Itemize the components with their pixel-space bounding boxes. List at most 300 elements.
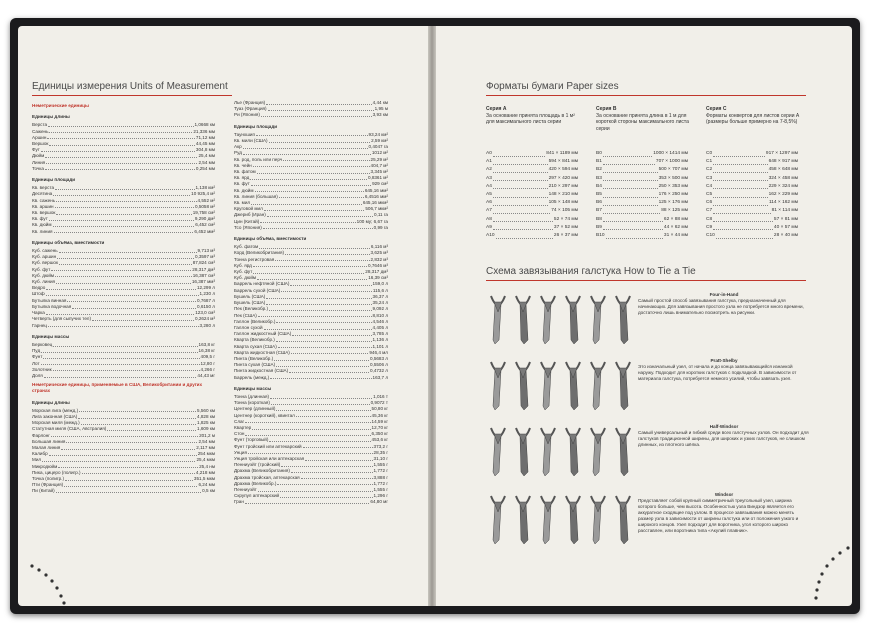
- leader-dots: [493, 166, 548, 173]
- leader-dots: [603, 158, 655, 165]
- leader-dots: [279, 194, 364, 199]
- leader-dots: [713, 166, 767, 173]
- unit-value: 304,8 мм: [195, 147, 215, 153]
- unit-value: 0,7646 м³: [367, 262, 388, 268]
- paper-dimensions: 176 × 250 мм: [658, 192, 688, 198]
- paper-dimensions: 917 × 1297 мм: [765, 151, 798, 156]
- leader-dots: [41, 361, 200, 366]
- unit-value: 0,11 га: [373, 212, 388, 218]
- tie-knot-text: Самый простой способ завязывания галстука, предназначенный для начинающих. Для завязывания простого узла не потребуется много времени, достаточно лишь внимательно посмотреть на рисунки.: [638, 298, 804, 315]
- unit-name: Лига законная (США): [32, 413, 78, 419]
- leader-dots: [493, 224, 553, 231]
- paper-dimensions: 26 × 37 мм: [553, 233, 578, 239]
- notebook-cover: [10, 18, 860, 614]
- unit-name: Ведро: [32, 285, 46, 291]
- unit-name: Пинта сухая (США): [234, 362, 276, 368]
- paper-format: A6: [486, 200, 492, 206]
- paper-format: B2: [596, 167, 602, 173]
- paper-dimensions: 37 × 52 мм: [553, 224, 578, 230]
- unit-value: 6,4516 мм²: [364, 193, 388, 199]
- unit-value: 4,218 мм: [195, 469, 215, 475]
- leader-dots: [603, 166, 658, 173]
- leader-dots: [713, 158, 767, 165]
- unit-value: 6,350 кг: [371, 431, 388, 437]
- unit-value: 10 925,4 м²: [191, 191, 215, 197]
- unit-value: 506,7 мкм²: [365, 206, 388, 212]
- subsection-heading: Единицы объёма, вместимости: [32, 239, 105, 245]
- unit-row: [234, 499, 388, 505]
- leader-dots: [280, 493, 372, 498]
- leader-dots: [713, 224, 773, 231]
- paper-format: C6: [706, 200, 713, 206]
- unit-name: Баррель сухой (США): [234, 287, 281, 293]
- unit-row: [234, 375, 388, 381]
- unit-name: Кв. мил: [234, 200, 251, 206]
- subsection-heading: Единицы массы: [234, 385, 272, 391]
- left-column-2: [234, 100, 388, 506]
- unit-name: Пти (Франция): [32, 482, 64, 488]
- unit-name: Пика, цицеро (полигр.): [32, 469, 81, 475]
- unit-value: 25,4 мкм: [196, 457, 215, 463]
- unit-name: Гарнец: [32, 322, 48, 328]
- paper-format: C4: [706, 183, 713, 189]
- unit-name: Пек (США): [234, 312, 257, 318]
- leader-dots: [263, 225, 373, 230]
- unit-value: 100 му; 6,67 га: [356, 218, 388, 224]
- unit-name: Тонна (короткая): [234, 400, 270, 406]
- paper-dimensions: 52 × 74 мм: [553, 216, 578, 222]
- unit-name: Центнер (длинный): [234, 406, 276, 412]
- unit-name: Берковец: [32, 341, 53, 347]
- paper-size-row: [706, 166, 798, 174]
- tie-description: [638, 492, 810, 534]
- book-spine: [428, 26, 436, 606]
- right-page: [436, 26, 852, 606]
- paper-size-row: [596, 183, 688, 191]
- unit-value: 4,552 м²: [197, 197, 215, 203]
- unit-row: [32, 373, 215, 379]
- unit-name: Фунт тройский или аптекарский: [234, 443, 302, 449]
- unit-value: 6,116 м³: [370, 244, 388, 250]
- unit-value: 0,99 га: [373, 224, 388, 230]
- unit-value: 409,5 г: [200, 354, 215, 360]
- unit-value: 1,101 л: [372, 343, 388, 349]
- unit-name: Кв. род, поль или перч: [234, 156, 283, 162]
- leader-dots: [258, 487, 373, 492]
- leader-dots: [305, 456, 372, 461]
- leader-dots: [53, 367, 200, 372]
- section-heading: Неметрические единицы: [32, 103, 89, 108]
- paper-series-header: [596, 106, 694, 132]
- unit-name: Куб. линия: [32, 279, 56, 285]
- unit-value: 0,5683 л: [369, 355, 388, 361]
- paper-size-row: [596, 150, 688, 158]
- unit-value: 16,39 см³: [368, 275, 388, 281]
- paper-dimensions: 420 × 594 мм: [548, 167, 578, 173]
- paper-dimensions: 31 × 44 мм: [663, 233, 688, 239]
- unit-name: Фарлонг: [32, 432, 50, 438]
- paper-dimensions: 250 × 353 мм: [658, 183, 688, 189]
- paper-size-row: [596, 199, 688, 207]
- leader-dots: [269, 306, 372, 311]
- leader-dots: [257, 275, 367, 280]
- unit-row: [32, 488, 215, 494]
- unit-value: 254 мкм: [197, 451, 215, 457]
- unit-name: Баррель (межд.): [234, 374, 270, 380]
- paper-size-row: [486, 191, 578, 199]
- leader-dots: [285, 250, 370, 255]
- tie-description: [638, 292, 810, 316]
- leader-dots: [303, 444, 373, 449]
- paper-dimensions: 105 × 148 мм: [548, 200, 578, 206]
- unit-value: 1,825 км: [197, 420, 215, 426]
- paper-size-row: [706, 207, 798, 215]
- unit-value: 9,092 л: [372, 306, 388, 312]
- leader-dots: [61, 445, 195, 450]
- leader-dots: [245, 499, 370, 504]
- unit-value: 9,290 дм²: [194, 216, 215, 222]
- unit-name: Кв. линия (большая): [234, 193, 278, 199]
- paper-size-row: [486, 166, 578, 174]
- left-title-rule: [32, 95, 232, 96]
- unit-name: Туаз (Франция): [234, 106, 267, 112]
- leader-dots: [713, 175, 767, 182]
- leader-dots: [248, 450, 373, 455]
- unit-name: Фунт (торговый): [234, 437, 269, 443]
- leader-dots: [92, 316, 194, 321]
- unit-value: 8,810 л: [372, 312, 388, 318]
- unit-value: 0,5506 л: [369, 362, 388, 368]
- unit-name: Лье (Франция): [234, 100, 266, 105]
- unit-value: 16,38 кг: [198, 348, 215, 354]
- tie-step-6: [616, 296, 630, 344]
- paper-size-row: [706, 175, 798, 183]
- unit-value: 16,387 см³: [192, 272, 215, 278]
- leader-dots: [55, 204, 194, 209]
- unit-value: 36,37 л: [372, 293, 388, 299]
- leader-dots: [51, 433, 198, 438]
- leader-dots: [251, 181, 371, 186]
- paper-format: B3: [596, 175, 602, 181]
- paper-dimensions: 125 × 176 мм: [658, 200, 688, 206]
- unit-value: 25,4 мм: [198, 153, 215, 159]
- paper-format: B10: [596, 233, 605, 239]
- leader-dots: [268, 106, 374, 111]
- leader-dots: [269, 437, 370, 442]
- leader-dots: [55, 273, 192, 278]
- unit-name: Руд: [234, 150, 242, 156]
- paper-format: A1: [486, 159, 492, 165]
- paper-format: A4: [486, 183, 492, 189]
- paper-format: C2: [706, 167, 713, 173]
- paper-size-row: [486, 232, 578, 240]
- leader-dots: [493, 183, 548, 190]
- leader-dots: [261, 112, 372, 117]
- unit-name: Драхма (Великобритания): [234, 468, 290, 474]
- leader-dots: [54, 229, 194, 234]
- leader-dots: [243, 144, 368, 149]
- leader-dots: [107, 426, 196, 431]
- unit-name: Кварта жидкостная (США): [234, 349, 290, 355]
- tie-knot-name: Pratt-Shelby: [710, 358, 738, 363]
- unit-name: Кв. верста: [32, 185, 55, 191]
- tie-step-6: [616, 428, 630, 476]
- leader-dots: [267, 212, 373, 217]
- unit-name: Кв. фут: [32, 216, 48, 222]
- paper-size-row: [596, 191, 688, 199]
- unit-name: Куб. вершок: [32, 260, 58, 266]
- unit-row: [234, 225, 388, 231]
- paper-format: B5: [596, 192, 602, 198]
- paper-size-row: [596, 232, 688, 240]
- tie-step-3: [541, 296, 555, 344]
- tie-knot-name: Half-Windsor: [709, 424, 739, 429]
- unit-name: Морская лига (межд.): [32, 407, 79, 413]
- leader-dots: [603, 199, 658, 206]
- unit-name: Точка: [32, 165, 44, 171]
- unit-name: Линия: [32, 159, 46, 165]
- unit-name: Кв. фатом: [234, 169, 256, 175]
- tie-step-drawings: [488, 424, 638, 478]
- paper-series-header: [486, 106, 584, 126]
- unit-name: Ри (Япония): [234, 112, 260, 118]
- unit-name: Кв. линия: [32, 228, 53, 234]
- unit-value: 1,555 г: [373, 486, 388, 492]
- unit-value: 1,555 г: [373, 462, 388, 468]
- leader-dots: [274, 356, 369, 361]
- leader-dots: [67, 298, 196, 303]
- unit-value: 1,136 л: [372, 337, 388, 343]
- leader-dots: [255, 188, 364, 193]
- paper-size-row: [486, 216, 578, 224]
- leader-dots: [257, 169, 370, 174]
- unit-name: Джериб (Иран): [234, 212, 266, 218]
- tie-step-6: [616, 362, 630, 410]
- unit-name: Стон: [234, 431, 245, 437]
- unit-name: Галлон (Великобр.): [234, 318, 276, 324]
- unit-name: Вершок: [32, 141, 49, 147]
- unit-name: Штоф: [32, 291, 45, 297]
- unit-name: Верста: [32, 122, 48, 128]
- paper-size-row: [706, 150, 798, 158]
- unit-name: Морская миля (межд.): [32, 420, 80, 426]
- unit-name: Сажень: [32, 128, 49, 134]
- unit-name: Баррель нефтяной (США): [234, 281, 290, 287]
- unit-name: Куб. фатом: [234, 244, 259, 250]
- unit-name: Куб. фут: [32, 266, 51, 272]
- tie-step-1: [491, 428, 505, 476]
- paper-format: C9: [706, 224, 713, 230]
- unit-value: 5,560 км: [197, 407, 215, 413]
- unit-name: Куб. ярд: [234, 262, 252, 268]
- unit-value: 946,4 мл: [369, 349, 388, 355]
- unit-value: 31,10 г: [373, 455, 388, 461]
- unit-name: Кв. сажень: [32, 197, 56, 203]
- unit-value: 1,0668 км: [194, 122, 215, 128]
- unit-value: 351,5 мкм: [193, 475, 215, 481]
- unit-value: 1,772 г: [373, 480, 388, 486]
- leader-dots: [59, 260, 192, 265]
- unit-name: Малая линия: [32, 444, 61, 450]
- tie-step-3: [541, 428, 555, 476]
- unit-value: 25,4 нм: [199, 463, 215, 469]
- paper-format: B0: [596, 151, 602, 156]
- unit-value: 4,44 км: [372, 100, 388, 105]
- leader-dots: [253, 263, 367, 268]
- leader-dots: [269, 138, 371, 143]
- unit-name: Бутылка водочная: [32, 303, 72, 309]
- unit-value: 12,80 г: [200, 360, 215, 366]
- leader-dots: [496, 232, 553, 239]
- leader-dots: [266, 300, 371, 305]
- paper-format: C0: [706, 151, 713, 156]
- leader-dots: [81, 420, 196, 425]
- paper-format: B9: [596, 224, 602, 230]
- paper-dimensions: 324 × 458 мм: [768, 175, 798, 181]
- tie-step-2: [516, 362, 530, 410]
- leader-dots: [44, 373, 197, 378]
- unit-name: Корд (Великобритания): [234, 250, 284, 256]
- leader-dots: [43, 354, 199, 359]
- leader-dots: [46, 291, 199, 296]
- leader-dots: [253, 269, 364, 274]
- leader-dots: [606, 232, 663, 239]
- leader-dots: [66, 439, 197, 444]
- paper-dimensions: 57 × 81 мм: [773, 216, 798, 222]
- tie-step-5: [591, 296, 605, 344]
- leader-dots: [259, 244, 370, 249]
- unit-value: 163,8 кг: [198, 341, 215, 347]
- paper-size-row: [486, 183, 578, 191]
- leader-dots: [278, 344, 372, 349]
- unit-value: 404,7 м²: [370, 162, 388, 168]
- unit-value: 4,266 г: [200, 366, 215, 372]
- leader-dots: [276, 362, 369, 367]
- paper-dimensions: 500 × 707 мм: [658, 167, 688, 173]
- unit-value: 4,405 л: [372, 324, 388, 330]
- paper-size-row: [706, 158, 798, 166]
- tie-step-4: [566, 428, 580, 476]
- paper-size-row: [486, 175, 578, 183]
- unit-value: 71,12 мм: [195, 134, 215, 140]
- unit-name: Кварта (Великобр.): [234, 337, 275, 343]
- leader-dots: [493, 207, 550, 214]
- unit-name: Кв. ярд: [234, 175, 250, 181]
- leader-dots: [59, 248, 197, 253]
- tie-step-2: [516, 496, 530, 544]
- paper-size-row: [706, 216, 798, 224]
- leader-dots: [713, 150, 765, 157]
- unit-value: 19,758 см²: [192, 210, 215, 216]
- unit-name: Куб. сажень: [32, 248, 58, 254]
- unit-name: Фут: [32, 147, 40, 153]
- unit-value: 2,117 мм: [196, 444, 215, 450]
- leader-dots: [42, 457, 195, 462]
- leader-dots: [57, 254, 194, 259]
- unit-value: 12,299 л: [196, 285, 215, 291]
- leader-dots: [49, 216, 194, 221]
- unit-row: [32, 166, 215, 172]
- paper-dimensions: 114 × 162 мм: [768, 200, 798, 206]
- tie-step-5: [591, 362, 605, 410]
- unit-value: 21,336 мм: [193, 128, 215, 134]
- unit-value: 1,230 л: [199, 291, 215, 297]
- leader-dots: [603, 207, 660, 214]
- subsection-heading: Единицы площади: [234, 123, 278, 129]
- leader-dots: [46, 160, 197, 165]
- leader-dots: [250, 175, 367, 180]
- unit-name: Микродюйм: [32, 463, 58, 469]
- unit-value: 2,59 км²: [371, 138, 388, 144]
- leader-dots: [493, 175, 548, 182]
- unit-name: Галлон сухой: [234, 324, 263, 330]
- unit-value: 159,0 л: [372, 281, 388, 287]
- leader-dots: [258, 313, 372, 318]
- leader-dots: [49, 451, 197, 456]
- unit-value: 2,54 мм: [198, 438, 215, 444]
- leader-dots: [53, 191, 190, 196]
- leader-dots: [56, 488, 202, 493]
- leader-dots: [277, 481, 372, 486]
- unit-name: Куб. аршин: [32, 254, 57, 260]
- unit-name: Акр: [234, 144, 242, 150]
- paper-size-list: [706, 150, 798, 240]
- unit-name: Чарка: [32, 310, 45, 316]
- unit-value: 453,6 кг: [371, 437, 388, 443]
- paper-size-row: [596, 175, 688, 183]
- leader-dots: [245, 419, 370, 424]
- unit-value: 1012 м²: [371, 150, 388, 156]
- leader-dots: [291, 468, 373, 473]
- leader-dots: [291, 350, 369, 355]
- leader-dots: [493, 191, 548, 198]
- unit-value: 0,2624 м³: [194, 316, 215, 322]
- leader-dots: [276, 319, 371, 324]
- unit-value: 12,70 кг: [371, 424, 388, 430]
- unit-row: [32, 229, 215, 235]
- paper-format: C1: [706, 159, 713, 165]
- paper-format: C3: [706, 175, 713, 181]
- unit-value: 1,772 г: [373, 468, 388, 474]
- paper-size-row: [706, 224, 798, 232]
- unit-value: 2,832 м³: [370, 256, 388, 262]
- unit-value: 3,93 км: [372, 112, 388, 118]
- tie-step-drawings: [488, 292, 638, 346]
- leader-dots: [72, 304, 196, 309]
- unit-value: 115,6 л: [372, 287, 388, 293]
- leader-dots: [283, 157, 369, 162]
- unit-name: Куб. дюйм: [32, 272, 55, 278]
- paper-format: A3: [486, 175, 492, 181]
- paper-dimensions: 648 × 917 мм: [768, 159, 798, 165]
- paper-size-row: [596, 224, 688, 232]
- leader-dots: [65, 476, 193, 481]
- paper-series-description: Форматы конвертов для листов серии A (размеры больше примерно на 7-8,5%): [706, 112, 799, 125]
- leader-dots: [264, 206, 365, 211]
- paper-size-row: [596, 216, 688, 224]
- unit-row: [234, 112, 388, 118]
- unit-value: 929 см²: [372, 181, 388, 187]
- paper-size-row: [706, 183, 798, 191]
- paper-sizes-rule: [486, 95, 806, 96]
- unit-value: 0,4732 л: [369, 368, 388, 374]
- leader-dots: [251, 200, 362, 205]
- unit-value: 50,80 кг: [371, 406, 388, 412]
- leader-dots: [79, 408, 196, 413]
- unit-value: 0,6150 л: [196, 303, 215, 309]
- unit-value: 1,609 км: [197, 426, 215, 432]
- leader-dots: [256, 132, 368, 137]
